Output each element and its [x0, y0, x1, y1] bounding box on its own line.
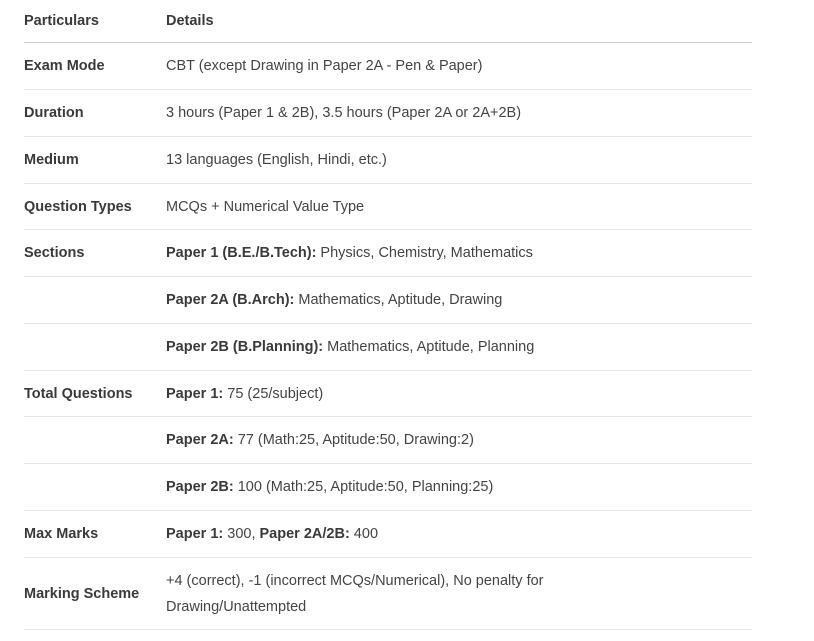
table-row: [24, 90, 752, 137]
detail-text: 400: [349, 526, 379, 542]
detail-label: Paper 1 (B.E./B.Tech):: [166, 245, 317, 261]
row-details: [166, 194, 752, 220]
header-details: Details: [166, 13, 214, 29]
detail-label: Paper 1:: [166, 526, 224, 542]
detail-text: MCQs + Numerical Value Type: [166, 198, 365, 215]
row-particular: Max Marks: [24, 526, 99, 542]
row-details: [166, 568, 606, 620]
row-details: [166, 100, 752, 126]
table-row: [24, 417, 752, 464]
detail-label: Paper 1:: [166, 385, 224, 402]
table-row: [24, 558, 752, 630]
row-details: [166, 521, 752, 547]
detail-text: 3 hours (Paper 1 & 2B), 3.5 hours (Paper 2A or 2A+2B): [166, 105, 522, 121]
table-row: [24, 464, 752, 511]
row-details: [166, 287, 752, 313]
table-header-row: [24, 0, 752, 43]
row-details: [166, 427, 752, 453]
detail-label: Paper 2B:: [166, 479, 234, 495]
table-row: [24, 324, 752, 371]
detail-text: Mathematics, Aptitude, Planning: [323, 339, 535, 355]
detail-text: 100 (Math:25, Aptitude:50, Planning:25): [233, 479, 494, 495]
detail-text: +4 (correct), -1 (incorrect MCQs/Numerical), No penalty for Drawing/Unattempted: [166, 572, 544, 615]
detail-label: Paper 2A/2B:: [259, 526, 350, 542]
table-row: [24, 277, 752, 324]
header-particulars: Particulars: [24, 13, 99, 29]
detail-text: 13 languages (English, Hindi, etc.): [166, 152, 387, 168]
row-details: [166, 474, 752, 500]
detail-text: Physics, Chemistry, Mathematics: [316, 245, 533, 261]
row-details: [166, 240, 752, 266]
table-body: [24, 43, 752, 630]
row-details: [166, 147, 752, 173]
detail-text: CBT (except Drawing in Paper 2A - Pen & Paper): [166, 58, 483, 74]
row-particular: Sections: [24, 245, 85, 261]
detail-label: Paper 2A (B.Arch):: [166, 292, 295, 308]
table-row: [24, 137, 752, 184]
table-row: [24, 230, 752, 277]
detail-text: 77 (Math:25, Aptitude:50, Drawing:2): [233, 432, 474, 448]
row-particular: Duration: [24, 105, 84, 121]
row-particular: Exam Mode: [24, 58, 105, 74]
table-row: [24, 184, 752, 230]
row-particular: Marking Scheme: [24, 585, 140, 602]
detail-label: Paper 2B (B.Planning):: [166, 339, 324, 355]
table-row: [24, 511, 752, 558]
detail-label: Paper 2A:: [166, 432, 234, 448]
row-particular: Question Types: [24, 198, 132, 215]
row-particular: Medium: [24, 152, 79, 168]
row-details: [166, 334, 752, 360]
exam-details-table: [24, 0, 752, 630]
table-row: [24, 43, 752, 90]
detail-text: 75 (25/subject): [223, 385, 324, 402]
detail-text: 300,: [223, 526, 260, 542]
row-details: [166, 381, 752, 407]
row-particular: Total Questions: [24, 385, 133, 402]
row-details: [166, 53, 752, 79]
detail-text: Mathematics, Aptitude, Drawing: [294, 292, 503, 308]
table-row: [24, 371, 752, 417]
